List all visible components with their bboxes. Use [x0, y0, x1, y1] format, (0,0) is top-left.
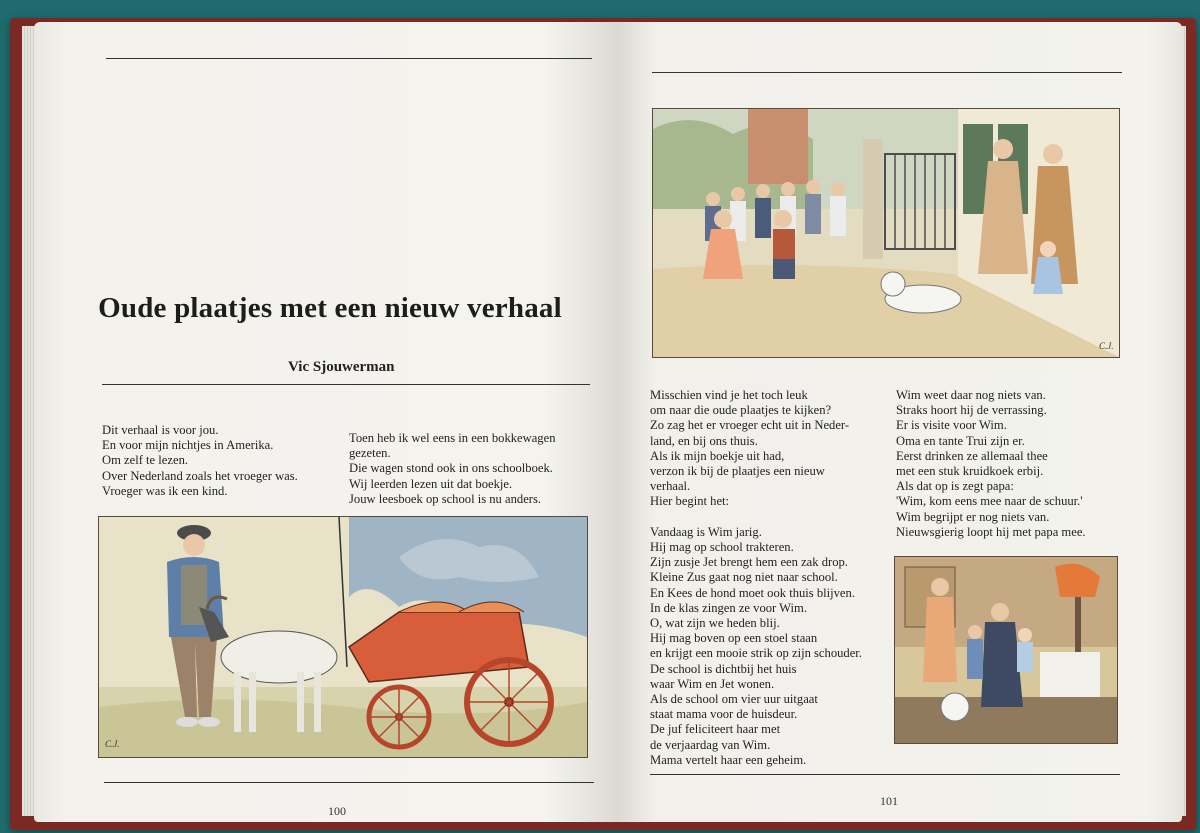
- family-party-illustration: [894, 556, 1118, 744]
- text-line: Dit verhaal is voor jou.: [102, 423, 219, 437]
- text-line: met een stuk kruidkoek erbij.: [896, 464, 1044, 479]
- text-line: Wim begrijpt er nog niets van.: [896, 509, 1050, 524]
- text-line: Eerst drinken ze allemaal thee: [896, 448, 1048, 463]
- text-line: Nieuwsgierig loopt hij met papa mee.: [896, 524, 1086, 539]
- text-line: Hier begint het:: [650, 494, 730, 509]
- text-line: Vroeger was ik een kind.: [102, 483, 228, 498]
- text-line: Hij mag op school trakteren.: [650, 540, 794, 555]
- illustration-signature: C.J.: [1099, 341, 1114, 351]
- text-line: En voor mijn nichtjes in Amerika.: [102, 438, 274, 453]
- text-line: Zo zag het er vroeger echt uit in Neder-: [650, 418, 850, 433]
- text-line: waar Wim en Jet wonen.: [650, 676, 775, 691]
- title-rule: [102, 384, 590, 385]
- text-line: 'Wim, kom eens mee naar de schuur.': [896, 494, 1083, 509]
- text-line: Als ik mijn boekje uit had,: [650, 448, 785, 463]
- text-line: Oma en tante Trui zijn er.: [896, 433, 1025, 448]
- text-line: Misschien vind je het toch leuk: [650, 388, 808, 402]
- page-number: 100: [328, 804, 346, 818]
- goat-cart-drawing: [99, 517, 587, 757]
- school-scene-illustration: [652, 108, 1120, 358]
- text-line: Die wagen stond ook in ons schoolboek.: [349, 461, 553, 476]
- left-text-column-2: [349, 431, 556, 507]
- goat-cart-illustration: [98, 516, 588, 758]
- text-line: Wim weet daar nog niets van.: [896, 388, 1046, 402]
- text-line: Jouw leesboek op school is nu anders.: [349, 491, 542, 506]
- top-rule: [106, 58, 592, 59]
- text-line: En Kees de hond moet ook thuis blijven.: [650, 585, 855, 600]
- text-line: Als dat op is zegt papa:: [896, 479, 1014, 494]
- text-line: verhaal.: [650, 479, 691, 494]
- text-line: land, en bij ons thuis.: [650, 433, 758, 448]
- text-line: om naar die oude plaatjes te kijken?: [650, 403, 832, 418]
- text-line: Vandaag is Wim jarig.: [650, 524, 762, 539]
- text-line: gezeten.: [349, 446, 391, 461]
- text-line: De juf feliciteert haar met: [650, 722, 781, 737]
- illustration-signature: C.J.: [105, 739, 120, 749]
- text-line: Over Nederland zoals het vroeger was.: [102, 468, 298, 483]
- right-text-column-1: [650, 388, 862, 768]
- text-line: Straks hoort hij de verrassing.: [896, 403, 1047, 418]
- text-line: Wij leerden lezen uit dat boekje.: [349, 476, 513, 491]
- text-line: Kleine Zus gaat nog niet naar school.: [650, 570, 838, 585]
- text-line: verzon ik bij de plaatjes een nieuw: [650, 464, 825, 479]
- text-line: [650, 510, 862, 525]
- text-line: Mama vertelt haar een geheim.: [650, 752, 807, 767]
- text-line: Zijn zusje Jet brengt hem een zak drop.: [650, 555, 848, 570]
- right-text-column-2: [896, 388, 1086, 540]
- left-text-column-1: [102, 423, 298, 499]
- text-line: Om zelf te lezen.: [102, 453, 189, 468]
- text-line: staat mama voor de huisdeur.: [650, 707, 798, 722]
- text-line: De school is dichtbij het huis: [650, 661, 797, 676]
- text-line: In de klas zingen ze voor Wim.: [650, 600, 807, 615]
- left-page: [34, 22, 616, 822]
- text-line: de verjaardag van Wim.: [650, 737, 771, 752]
- right-page: [616, 22, 1182, 822]
- top-rule: [652, 72, 1122, 73]
- family-party-drawing: [895, 557, 1117, 743]
- bottom-rule: [650, 774, 1120, 775]
- text-line: en krijgt een mooie strik op zijn schouder.: [650, 646, 862, 661]
- text-line: Als de school om vier uur uitgaat: [650, 692, 818, 707]
- story-title: Oude plaatjes met een nieuw verhaal: [98, 292, 562, 324]
- bottom-rule: [104, 782, 594, 783]
- text-line: Er is visite voor Wim.: [896, 418, 1007, 433]
- page-number: 101: [880, 794, 898, 808]
- text-line: Toen heb ik wel eens in een bokkewagen: [349, 431, 556, 445]
- author-name: Vic Sjouwerman: [288, 359, 395, 375]
- school-scene-drawing: [653, 109, 1119, 357]
- text-line: Hij mag boven op een stoel staan: [650, 631, 818, 646]
- text-line: O, wat zijn we heden blij.: [650, 616, 780, 631]
